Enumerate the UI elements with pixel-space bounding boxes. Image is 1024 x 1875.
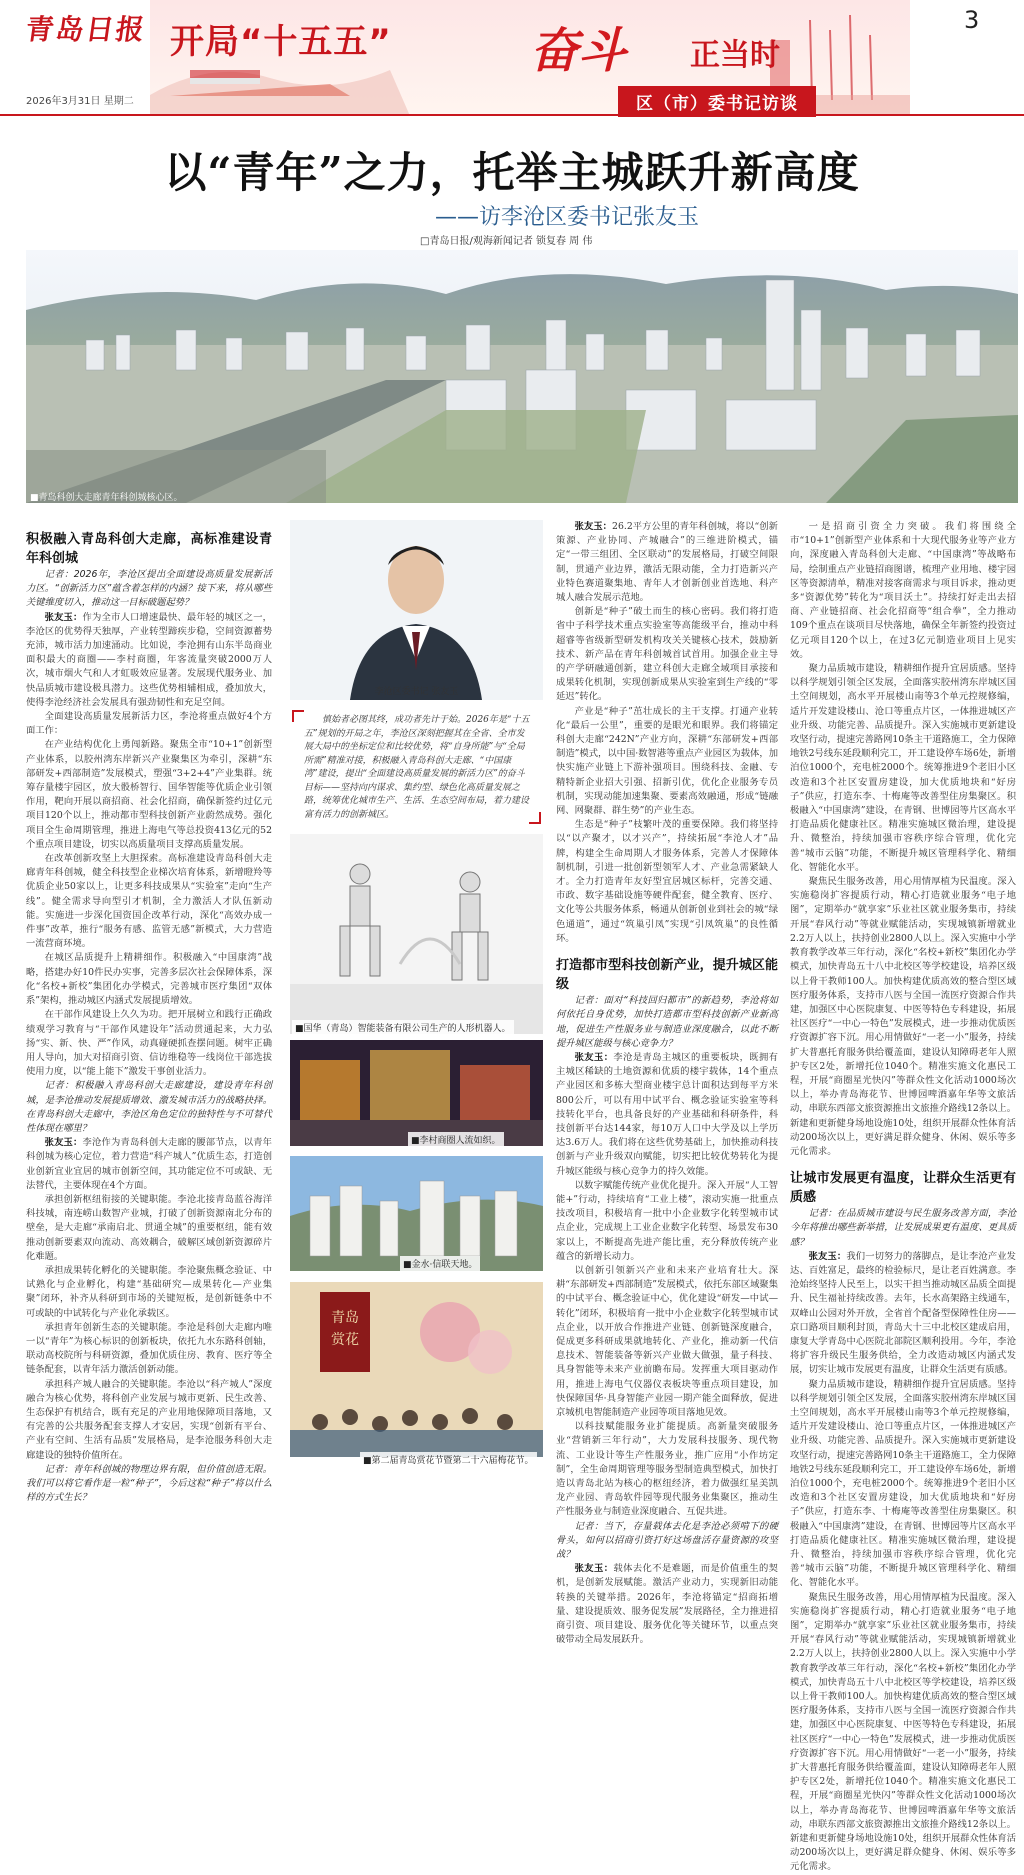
column-1 bbox=[26, 520, 272, 1504]
paragraph: 创新是“种子”破土而生的核心密码。我们将打造省中子科学技术重点实验室等高能级平台，推动中科超睿等省级新型研发机构攻关关键核心技术，鼓励新技术、新产品在青年科创城首试首用。加强企业主导的产学研融通创新，建立科创大走廊全域项目承接和成果转化机制，实现创新成果从实验室到生产线的“零延迟”转化。 bbox=[556, 606, 778, 703]
question: 记者：在品质城市建设与民生服务改善方面，李沧今年将推出哪些新举措，让发展成果更有温度、更具质感？ bbox=[790, 1208, 1016, 1248]
paragraph: 一是招商引资全力突破。我们将围绕全市“10+1”创新型产业体系和十大现代服务业等产业方向，深度融入青岛科创大走廊、“中国康湾”等战略布局，绘制重点产业链招商图谱，梳理产业用地、楼宇园区等资源清单，精准对接客商需求与项目诉求，推动更多“资源优势”转化为“项目沃土”。持续打好走出去招商、产业链招商、社会化招商等“组合拳”，全力推动109个重点在谈项目尽快落地，确保全年新签约投资过亿元项目120个以上，在过3亿元制造业项目上见实效。 bbox=[790, 521, 1016, 660]
paragraph: 承担科产城人融合的关键职能。李沧以“科产城人”深度融合为核心优势，将科创产业发展与城市更新、民生改善、生态保护有机结合，既有充足的产业用地保障项目落地，又有完善的公共服务配套支撑人才安居，实现“创新有平台、产业有空间、生活有品质”发展格局，是李沧服务科创大走廊建设的独特价值所在。 bbox=[26, 1378, 272, 1461]
hero-photo bbox=[26, 250, 1018, 503]
photo-caption: ■第二届青岛赏花节暨第二十六届梅花节。 bbox=[360, 1452, 537, 1467]
paragraph: 以科技赋能服务业扩能提质。高新量突破服务业“营销新三年行动”，大力发展科技服务、现代物流、工业设计等生产性服务业，推广应用“小作坊定制”，全生命周期管理等服务型制造典型模式，加快打造以青岛北站为核心的枢纽经济，着力做强红星美凯龙产业园、青岛软件园等现代服务业集聚区，推动生产性服务业与制造业深度融合、互促共进。 bbox=[556, 1421, 778, 1518]
masthead bbox=[0, 0, 1024, 116]
paragraph: 聚焦民生服务改善，用心用情厚植为民温度。深入实施稳岗扩容提质行动，精心打造就业服务“电子地图”，定期举办“就享家”乐业社区就业服务集市，持续开展“春风行动”等就业赋能活动，实现城镇新增就业2.2万人以上，扶持创业2800人以上。深入实施中小学教育教学改革三年行动，深化“名校+新校”集团化办学模式，加快青岛五十八中北校区等学校建设，培养区级以上骨干教师100人。加快构建优质高效的整合型区域医疗服务体系，支持市八医与全国一流医疗资源合作共建，加强区中心医院康复、中医等特色专科建设，拓展社区医疗“一中心一特色”发展模式，进一步推动优质医疗资源扩容下沉。用心用情做好“一老一小”服务，持续扩大普惠托育服务供给覆盖面，建设认知障碍老年人照护专区2处，新增托位1040个。精准实施文化惠民工程，开展“商圈星光快闪”等群众性文化活动1000场次以上，举办青岛海花节、世博园啤酒嘉年华等文旅活动，串联东西部文旅资源推出文旅推介路线12条以上。新建和更新健身场地设施10处，组织开展群众性体育活动200场次以上，更好满足群众健身、休闲、娱乐等多元化需求。 bbox=[790, 1591, 1016, 1873]
column-4 bbox=[790, 520, 1016, 1873]
banner-title-part2: 奋斗 bbox=[530, 23, 627, 79]
paragraph: 承担创新枢纽衔接的关键职能。李沧北接青岛蓝谷海洋科技城，南连崂山数智产业城，打破了创新资源南北分布的壁垒，是大走廊“承南启北、贯通全城”的重要枢纽，能有效推动创新要素双向流动、高效耦合，破解区域创新资源碎片化难题。 bbox=[26, 1193, 272, 1262]
answer: 张友玉：我们一切努力的落脚点，是让李沧产业发达、百姓富足，最终的检验标尺，是让老百姓满意。李沧始终坚持人民至上，以实干担当推动城区品质全面提升、民生福祉持续改善。去年，长水高架路主线通车，双峰山公园对外开放，全省首个配备型保障性住房——京口路项目顺利封顶，青岛大十三中北校区建成启用，康复大学青岛中心医院北部院区顺利投用。今年，李沧将扩容升级民生服务供给，全力改造动城区内涵式发展，切实让城市发展更有温度，让群众生活更有质感。 bbox=[790, 1250, 1016, 1376]
article-subhead: ——访李沧区委书记张友玉 bbox=[434, 205, 699, 230]
paragraph: 生态是“种子”枝繁叶茂的重要保障。我们将坚持以“以产聚才，以才兴产”，持续拓展“李沧人才”品牌，构建全生命周期人才服务体系，完善人才保障体制机制，引进一批创新型领军人才、产业急需紧缺人才。全力打造青年友好型宜居城区标杆，完善交通、市政、数字基础设施等硬件配套，健全教育、医疗、文化等公共服务体系，畅通从创新创业到社会的城“绿色通道”，通过“筑巢引凤”实现“引凤筑巢”的良性循环。 bbox=[556, 819, 778, 944]
answer: 张友玉：载体去化不是难题，而是价值重生的契机，是创新发展赋能。激活产业动力，实现新旧动能转换的关键举措。2026年，李沧将锚定“招商拓增量、建设提质效、服务促发展”发展路径，全力推进招商引资、项目建设、服务优化等关键环节，以重点突破带动全局发展跃升。 bbox=[556, 1563, 778, 1646]
robot-photo bbox=[290, 834, 543, 1034]
buildings-photo bbox=[290, 1156, 543, 1271]
question: 记者：青年科创城的物理边界有限，但价值创造无限。我们可以将它看作是一粒“种子”，今后这粒“种子”将以什么样的方式生长？ bbox=[26, 1463, 272, 1504]
paragraph: 聚力品质城市建设，精耕细作提升宜居质感。坚持以科学规划引领全区发展，全面落实胶州湾东岸城区国土空间规划，高水平开展楼山南等3个单元控规修编，适片开发建设楼山、沧口等重点片区，一体推进城区产业升级、功能完善、品质提升。深入实施城市更新建设攻坚行动，提速完善路网10条主干道路施工，全力保障地铁2号线东延段顺利完工，开工建设停车场6处，新增泊位1000个，充电桩2000个。统筹推进9个老旧小区改造和3个社区安置房建设，加大优质地块和“好房子”供应，打造东李、十梅庵等改善型住房集聚区。积极融入“中国康湾”建设，在青钢、世博园等片区高水平打造品质化健康社区。精准实施城区微治理，建设提升、微整治，持续加强市容秩序综合管理，优化完善“城市云脑”功能，不断提升城区管理科学化、精细化、智能化水平。 bbox=[790, 663, 1016, 873]
paragraph: 以数字赋能传统产业优化提升。深入开展“人工智能+”行动，持续培育“工业上楼”，滚动实施一批重点技改项目，积极培育一批中小企业数字化转型城市试点企业，完成规上工业企业数字化转型、场景发布30家以上，不断提高先进产能比重，充分释放传统产业蕴含的新增长动力。 bbox=[556, 1179, 778, 1262]
portrait-caption: 李沧区委书记 张友玉 bbox=[374, 687, 459, 697]
article-headline: 以“青年”之力，托举主城跃升新高度 bbox=[164, 148, 860, 197]
question: 记者：积极融入青岛科创大走廊建设，建设青年科创城，是李沧推动发展提质增效、激发城市活力的战略抉择。在青岛科创大走廊中，李沧区角色定位的独特性与不可替代性体现在哪里？ bbox=[26, 1080, 272, 1134]
answer: 张友玉：李沧是青岛主城区的重要板块，既拥有主城区稀缺的土地资源和优质的楼宇载体，14个重点产业园区和多栋大型商业楼宇总计面积达到每平方米800公斤，可以有用中试平台、概念验证实验室等科技转化平台，也具备良好的产业基础和科研条件，科技创新平台达144家，每10万人口中大学及以上学历达3.6万人。我们将在这些优势基础上，加快推动科技创新与产业升级双向赋能，切实把比较优势转化为提升城区能级与核心竞争力的持久效能。 bbox=[556, 1051, 778, 1177]
photo-caption: ■金水·信联天地。 bbox=[400, 1256, 480, 1271]
paragraph: 聚焦民生服务改善，用心用情厚植为民温度。深入实施稳岗扩容提质行动，精心打造就业服务“电子地图”，定期举办“就享家”乐业社区就业服务集市，持续开展“春风行动”等就业赋能活动，实现城镇新增就业2.2万人以上，扶持创业2800人以上。深入实施中小学教育教学改革三年行动，深化“名校+新校”集团化办学模式，加快青岛五十八中北校区等学校建设，培养区级以上骨干教师100人。加快构建优质高效的整合型区域医疗服务体系，支持市八医与全国一流医疗资源合作共建，加强区中心医院康复、中医等特色专科建设，拓展社区医疗“一中心一特色”发展模式，进一步推动优质医疗资源扩容下沉。用心用情做好“一老一小”服务，持续扩大普惠托育服务供给覆盖面，建设认知障碍老年人照护专区2处，新增托位1040个。精准实施文化惠民工程，开展“商圈星光快闪”等群众性文化活动1000场次以上，举办青岛海花节、世博园啤酒嘉年华等文旅活动，串联东西部文旅资源推出文旅推介路线12条以上。新建和更新健身场地设施10处，组织开展群众性体育活动200场次以上，更好满足群众健身、休闲、娱乐等多元化需求。 bbox=[790, 876, 1016, 1157]
photo-caption: ■国华（青岛）智能装备有限公司生产的人形机器人。 bbox=[292, 1020, 514, 1035]
paragraph: 在干部作风建设上久久为功。把开展树立和践行正确政绩观学习教育与“干部作风建设年”活动贯通起来，大力弘扬“实、新、快、严”作风，动真碰硬抓查摆问题。树牢正确用人导向，加大对招商引资、信访维稳等一线岗位干部选拔使用力度，以“能上能下”激发干事创业活力。 bbox=[26, 1009, 272, 1078]
banner-title-part1: 开局“十五五” bbox=[170, 22, 392, 62]
paragraph: 承担青年创新生态的关键职能。李沧是科创大走廊内唯一以“青年”为核心标识的创新板块，依托九水东路科创轴，联动高校院所与科研资源，叠加优质住房、教育、医疗等全链条配套，以青年活力激活创新动能。 bbox=[26, 1321, 272, 1376]
paragraph: 在产业结构优化上勇闯新路。聚焦全市“10+1”创新型产业体系，以胶州湾东岸新兴产业聚集区为牵引，深耕“东部研发+西部制造”发展模式，塑强“3+2+4”产业集群。统筹存量楼宇园区，放大骰桥智行、国华智能等优质企业引领作用，靶向开展以商招商、社会化招商，确保新签约过亿元项目120个以上，推动都市型科技创新产业蔚然成势。强化项目全生命周期管理，推进上海电气等总投资413亿元的52个重点项目建设，切实以高质量项目支撑高质量发展。 bbox=[26, 739, 272, 850]
paragraph: 以创新引领新兴产业和未来产业培育壮大。深耕“东部研发+西部制造”发展模式，依托东部区域聚集的中试平台、概念验证中心，优化建设“研发—中试—转化”闭环，积极培育一批中小企业数字化转型城市试点企业，以开放合作推进产业链、创新链深度融合，促成更多科研成果就地转化、产业化，推动新一代信息技术、智能装备等新兴产业做大做强，量子科技、具身智能等未来产业前瞻布局。发挥重大项目驱动作用，推进上海电气仪器仪表板块等重点项目建设，加快保障国华·具身智能产业园一期产能全面释放，促进京城机电智能制造产业园等项目落地见效。 bbox=[556, 1264, 778, 1418]
shopping-district-photo bbox=[290, 1040, 543, 1146]
column-3 bbox=[556, 520, 778, 1646]
question: 记者：2026年，李沧区提出全面建设高质量发展新活力区。“创新活力区”蕴含着怎样的内涵？接下来，将从哪些关键维度切入，推动这一目标破题起势？ bbox=[26, 569, 272, 609]
hero-caption: ■青岛科创大走廊青年科创城核心区。 bbox=[30, 493, 183, 503]
paragraph: 承担成果转化孵化的关键职能。李沧聚焦概念验证、中试熟化与企业孵化，构建“基础研究—成果转化—产业集聚”闭环，补齐从科研到市场的关键短板，是创新链条中不可或缺的中试转化与产业化承载区。 bbox=[26, 1264, 272, 1319]
section-tag: 区（市）委书记访谈 bbox=[618, 86, 816, 117]
paragraph: 产业是“种子”茁壮成长的主干支撑。打通产业转化“最后一公里”，重要的是眼光和眼界。我们将锚定科创大走廊“242N”产业方向，深耕“东部研发+西部制造”模式，以中国·数智港等重点产业园区为载体，加快实施产业链上下游补强项目。围绕科技、金融、专精特新企业招大引强、招新引优，优化企业服务专员机制，实现动能加速集聚、要素高效融通，形成“链融网、网聚群、群生势”的产业生态。 bbox=[556, 705, 778, 817]
portrait-photo bbox=[290, 520, 543, 700]
question: 记者：当下，存量载体去化是李沧必须啃下的硬骨头，如何以招商引资打好这场盘活存量资源的攻坚战？ bbox=[556, 1520, 778, 1561]
section-title: 积极融入青岛科创大走廊，高标准建设青年科创城 bbox=[26, 532, 272, 566]
issue-date: 2026年3月31日 星期二 bbox=[26, 96, 134, 107]
paragraph: 在城区品质提升上精耕细作。积极融入“中国康湾”战略，搭建办好10件民办实事，完善多层次社会保障体系，深化“名校+新校”集团化办学模式，完善城市医疗集团“双体系”架构，推动城区内涵式发展提质增效。 bbox=[26, 952, 272, 1007]
svg-text:赏花: 赏花 bbox=[331, 1332, 359, 1348]
banner-title-part3: 正当时 bbox=[690, 38, 780, 73]
answer: 张友玉：作为全市人口增速最快、最年轻的城区之一，李沧区的优势得天独厚，产业转型蹄疾步稳，空间资源蓄势充沛，城市活力加速涌动。比如说，李沧拥有山东半岛商业面积最大的商圈——李村商圈，年客流量突破2000万人次，城市烟火气和人才虹吸效应显著。发展现代服务业、加快品质城市建设极具潜力。这些优势相辅相成，叠加放大，使得李沧经济社会发展具有强劲韧性和充足空间。 bbox=[26, 611, 272, 708]
section-title: 打造都市型科技创新产业，提升城区能级 bbox=[556, 958, 778, 993]
answer: 张友玉：李沧作为青岛科创大走廊的腰部节点，以青年科创城为核心定位，着力营造“科产城人”优质生态，打造创业创新宜业宜居的城市创新空间，其功能定位不可或缺、无法替代，主要体现在4个方面。 bbox=[26, 1137, 272, 1191]
question: 记者：面对“科技回归都市”的新趋势，李沧将如何依托自身优势，加快打造都市型科技创新产业新高地，促进生产性服务业与制造业深度融合，以此不断提升城区能级与核心竞争力？ bbox=[556, 995, 778, 1049]
paragraph: 全面建设高质量发展新活力区，李沧将重点做好4个方面工作： bbox=[26, 711, 272, 737]
paragraph: 在改革创新攻坚上大胆探索。高标准建设青岛科创大走廊青年科创城，健全科技型企业梯次培育体系，新增瞪羚等优质企业50家以上，让更多科技成果从“实验室”走向“生产线”。健全需求导向型引才机制，全力激活人才队伍新动能。实施进一步深化国资国企改革行动，深化“高效办成一件事”改革，推行“服务有感、监管无感”新模式，大力营造一流营商环境。 bbox=[26, 853, 272, 950]
paragraph: 聚力品质城市建设，精耕细作提升宜居质感。坚持以科学规划引领全区发展，全面落实胶州湾东岸城区国土空间规划，高水平开展楼山南等3个单元控规修编，适片开发建设楼山、沧口等重点片区，一体推进城区产业升级、功能完善、品质提升。深入实施城市更新建设攻坚行动，提速完善路网10条主干道路施工，全力保障地铁2号线东延段顺利完工，开工建设停车场6处，新增泊位1000个，充电桩2000个。统筹推进9个老旧小区改造和3个社区安置房建设，加大优质地块和“好房子”供应，打造东李、十梅庵等改善型住房集聚区。积极融入“中国康湾”建设，在青钢、世博园等片区高水平打造品质化健康社区。精准实施城区微治理，建设提升、微整治，持续加强市容秩序综合管理，优化完善“城市云脑”功能，不断提升城区管理科学化、精细化、智能化水平。 bbox=[790, 1378, 1016, 1589]
section-title: 让城市发展更有温度，让群众生活更有质感 bbox=[790, 1171, 1016, 1206]
answer: 张友玉：26.2平方公里的青年科创城，将以“创新策源、产业协同、产城融合”的三维进阶模式，锚定“一带三组团、全区联动”的发展格局，打破空间限制，贯通产业边界，激活无限动能，全力打造新兴产业特色赛道聚集地、青年人才创新创业首选地、科产城人融合发展示范地。 bbox=[556, 521, 778, 604]
page-number: 3 bbox=[964, 6, 980, 34]
pull-quote: 慎始者必图其终，成功者先计于始。2026年是“十五五”规划的开局之年，李沧区深刻把握其在全省、全市发展大局中的坐标定位和比较优势，将“自身所能”与“全局所需”精准对接，积极融入青岛科创大走廊、“中国康湾”建设，提出“全面建设高质量发展的新活力区”的奋斗目标——坚持向内谋求、集约型、绿色化高质量发展之路，统筹优化城市生产、生活、生态空间布局，着力建设富有活力的创新城区。 bbox=[290, 706, 543, 828]
newspaper-logo: 青岛日报 bbox=[23, 13, 149, 46]
divider bbox=[0, 114, 1024, 116]
byline: □青岛日报/观海新闻记者 锁复春 周 伟 bbox=[420, 236, 593, 247]
flower-festival-photo bbox=[290, 1282, 543, 1457]
photo-caption: ■李村商圈人流如织。 bbox=[408, 1132, 504, 1147]
svg-text:青岛: 青岛 bbox=[331, 1310, 359, 1326]
